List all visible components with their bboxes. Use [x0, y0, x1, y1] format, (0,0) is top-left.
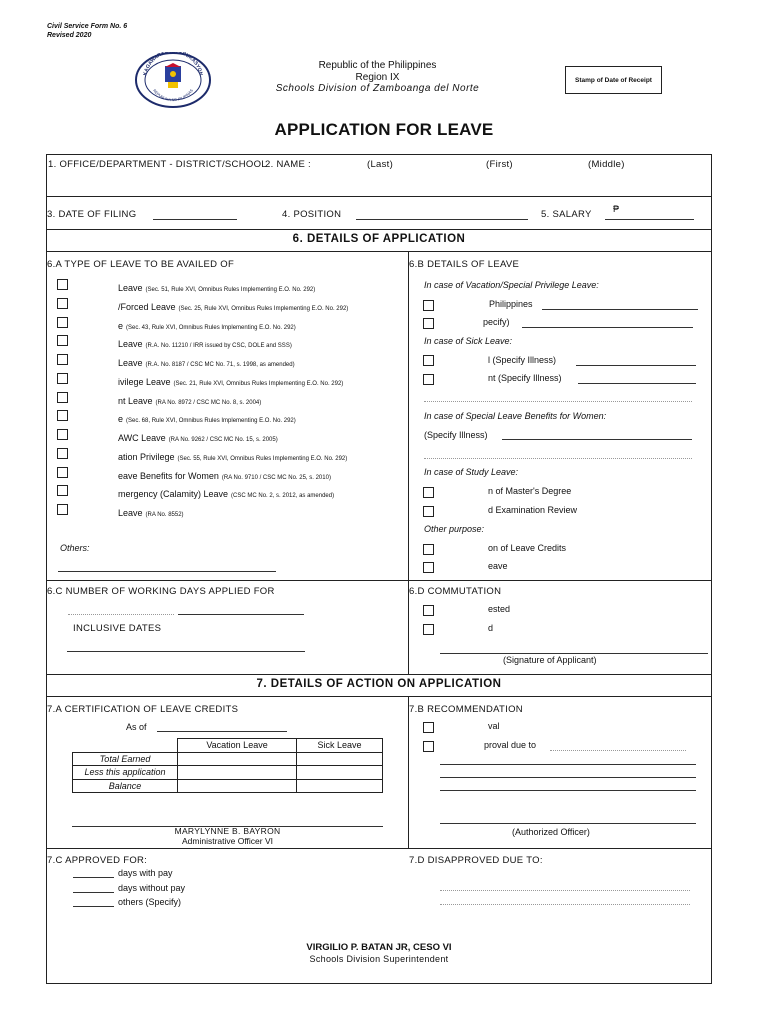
leave-type-item — [118, 428, 278, 446]
date-of-filing-label: 3. DATE OF FILING — [47, 209, 137, 220]
vacation-within-checkbox[interactable] — [423, 300, 434, 311]
table-row — [73, 766, 383, 780]
leave-type-item — [118, 353, 295, 371]
recommendation-line[interactable] — [440, 790, 696, 791]
recommend-disapproval-label: proval due to — [484, 740, 537, 750]
others-specify-field[interactable] — [73, 906, 114, 907]
less-application-label: Less this application — [73, 766, 178, 780]
leave-type-name: eave Benefits for Women — [118, 471, 219, 481]
leave-type-checkbox[interactable] — [57, 335, 68, 346]
superintendent-title: Schools Division Superintendent — [309, 954, 449, 964]
total-earned-label: Total Earned — [73, 752, 178, 766]
section-6d-title: 6.D COMMUTATION — [409, 586, 502, 597]
leave-type-reference: (Sec. 43, Rule XVI, Omnibus Rules Implementing E.O. No. 292) — [126, 325, 296, 331]
sick-outpatient-label: nt (Specify Illness) — [488, 373, 562, 383]
commutation-not-requested-label: d — [488, 623, 494, 633]
name-label: 2. NAME : — [265, 159, 311, 170]
leave-type-reference: (RA No. 8552) — [145, 512, 184, 518]
authorized-officer-label: (Authorized Officer) — [512, 827, 590, 837]
women-heading: In case of Special Leave Benefits for Women: — [424, 411, 607, 421]
vacation-within-field[interactable] — [542, 309, 698, 310]
study-heading: In case of Study Leave: — [424, 467, 519, 477]
days-with-pay-label: days with pay — [118, 868, 173, 878]
disapproved-reason-line[interactable] — [440, 890, 690, 891]
leave-credits-table — [72, 738, 383, 793]
table-cell[interactable] — [297, 752, 383, 766]
leave-type-reference: (Sec. 25, Rule XVI, Omnibus Rules Implementing E.O. No. 292) — [178, 306, 349, 312]
table-cell[interactable] — [297, 766, 383, 780]
study-masters-label: n of Master's Degree — [488, 486, 572, 496]
leave-type-checkbox[interactable] — [57, 429, 68, 440]
leave-type-name: Leave — [118, 339, 143, 349]
women-illness-label: (Specify Illness) — [424, 430, 488, 440]
study-bar-review-checkbox[interactable] — [423, 506, 434, 517]
divider — [46, 696, 712, 697]
republic-text: Republic of the Philippines — [318, 60, 437, 71]
leave-type-checkbox[interactable] — [57, 485, 68, 496]
terminal-leave-checkbox[interactable] — [423, 562, 434, 573]
others-specify-label: others (Specify) — [118, 897, 182, 907]
leave-type-reference: (RA No. 9262 / CSC MC No. 15, s. 2005) — [168, 437, 278, 443]
disapproved-reason-line[interactable] — [440, 904, 690, 905]
position-label: 4. POSITION — [282, 209, 342, 220]
monetization-label: on of Leave Credits — [488, 543, 567, 553]
leave-type-name: ation Privilege — [118, 452, 175, 462]
stamp-box — [565, 66, 662, 94]
section-6-title: 6. DETAILS OF APPLICATION — [292, 233, 466, 245]
leave-type-reference: (Sec. 51, Rule XVI, Omnibus Rules Implementing E.O. No. 292) — [145, 287, 316, 293]
divider — [46, 229, 712, 230]
section-7-title: 7. DETAILS OF ACTION ON APPLICATION — [256, 678, 502, 690]
leave-type-item — [118, 484, 334, 502]
sick-leave-header: Sick Leave — [297, 739, 383, 753]
leave-type-item — [118, 447, 347, 465]
sick-hospital-checkbox[interactable] — [423, 355, 434, 366]
working-days-dotted — [68, 614, 174, 615]
date-of-filing-field[interactable] — [153, 219, 237, 220]
days-without-pay-label: days without pay — [118, 883, 186, 893]
seal-top-text: KAGAWARAN NG EDUKASYON — [142, 52, 204, 77]
leave-type-checkbox[interactable] — [57, 392, 68, 403]
stamp-label: Stamp of Date of Receipt — [575, 76, 652, 84]
leave-type-item — [118, 372, 343, 390]
leave-type-checkbox[interactable] — [57, 317, 68, 328]
vacation-abroad-field[interactable] — [522, 327, 693, 328]
leave-type-item — [118, 316, 296, 334]
table-row — [73, 779, 383, 793]
divider — [408, 696, 409, 848]
leave-type-checkbox[interactable] — [57, 354, 68, 365]
table-cell[interactable] — [178, 779, 297, 793]
leave-type-name: Leave — [118, 358, 143, 368]
page-title: APPLICATION FOR LEAVE — [274, 120, 494, 139]
applicant-signature-field[interactable] — [440, 653, 708, 654]
leave-type-name: Leave — [118, 283, 143, 293]
sick-hospital-label: l (Specify Illness) — [488, 355, 557, 365]
other-purpose-heading: Other purpose: — [424, 524, 485, 534]
vacation-leave-header: Vacation Leave — [178, 739, 297, 753]
leave-type-name: e — [118, 321, 124, 331]
divider — [46, 580, 712, 581]
leave-type-checkbox[interactable] — [57, 298, 68, 309]
leave-type-checkbox[interactable] — [57, 467, 68, 478]
section-7b-title: 7.B RECOMMENDATION — [409, 704, 523, 715]
seal-bottom-text: REPUBLIKA NG PILIPINAS — [152, 88, 194, 103]
terminal-leave-label: eave — [488, 561, 508, 571]
leave-type-reference: (CSC MC No. 2, s. 2012, as amended) — [231, 493, 335, 499]
others-label: Others: — [60, 543, 90, 553]
leave-type-reference: (Sec. 55, Rule XVI, Omnibus Rules Implementing E.O. No. 292) — [177, 456, 348, 462]
peso-sign: ₱ — [613, 204, 620, 214]
leave-type-reference: (RA No. 9710 / CSC MC No. 25, s. 2010) — [221, 475, 331, 481]
inclusive-dates-label: INCLUSIVE DATES — [73, 623, 162, 634]
section-7d-title: 7.D DISAPPROVED DUE TO: — [409, 855, 543, 866]
leave-type-name: nt Leave — [118, 396, 153, 406]
recommend-approval-label: val — [488, 721, 500, 731]
women-extra-line — [424, 458, 692, 459]
leave-type-reference: (R.A. No. 8187 / CSC MC No. 71, s. 1998, as amended) — [145, 362, 295, 368]
table-cell[interactable] — [178, 766, 297, 780]
commutation-requested-checkbox[interactable] — [423, 605, 434, 616]
vacation-abroad-label: pecify) — [483, 317, 510, 327]
leave-type-checkbox[interactable] — [57, 279, 68, 290]
table-cell[interactable] — [297, 779, 383, 793]
leave-type-item — [118, 466, 331, 484]
leave-type-reference: (Sec. 68, Rule XVI, Omnibus Rules Implementing E.O. No. 292) — [126, 418, 296, 424]
divider — [408, 251, 409, 674]
salary-label: 5. SALARY — [541, 209, 592, 220]
vacation-within-label: Philippines — [489, 299, 533, 309]
days-with-pay-field[interactable] — [73, 877, 114, 878]
days-without-pay-field[interactable] — [73, 892, 114, 893]
leave-type-checkbox[interactable] — [57, 373, 68, 384]
superintendent-name: VIRGILIO P. BATAN JR, CESO VI — [306, 942, 452, 953]
vacation-heading: In case of Vacation/Special Privilege Leave: — [424, 280, 599, 290]
section-6a-title: 6.A TYPE OF LEAVE TO BE AVAILED OF — [47, 259, 235, 270]
divider — [46, 674, 712, 675]
disapproval-reason-dotted — [550, 750, 686, 751]
leave-type-reference: (R.A. No. 11210 / IRR issued by CSC, DOLE and SSS) — [145, 343, 292, 349]
form-revision: Revised 2020 — [47, 32, 92, 39]
officer-name: MARYLYNNE B. BAYRON — [174, 826, 281, 836]
section-7a-title: 7.A CERTIFICATION OF LEAVE CREDITS — [47, 704, 239, 715]
last-name-label: (Last) — [367, 159, 394, 170]
women-illness-field[interactable] — [502, 439, 692, 440]
sick-extra-line — [424, 401, 692, 402]
inclusive-dates-field[interactable] — [67, 651, 305, 652]
divider — [46, 848, 712, 849]
leave-type-name: mergency (Calamity) Leave — [118, 489, 229, 499]
working-days-field[interactable] — [178, 614, 304, 615]
office-label: 1. OFFICE/DEPARTMENT - DISTRICT/SCHOOL — [48, 159, 267, 170]
sick-heading: In case of Sick Leave: — [424, 336, 513, 346]
region-text: Region IX — [355, 72, 400, 83]
first-name-label: (First) — [486, 159, 513, 170]
leave-type-item — [118, 334, 292, 352]
others-field[interactable] — [58, 571, 276, 572]
recommend-approval-checkbox[interactable] — [423, 722, 434, 733]
salary-field[interactable] — [605, 219, 694, 220]
leave-type-reference: (RA No. 8972 / CSC MC No. 8, s. 2004) — [155, 400, 262, 406]
table-header-row — [73, 739, 383, 753]
commutation-requested-label: ested — [488, 604, 511, 614]
deped-seal-icon — [134, 52, 212, 108]
recommendation-line[interactable] — [440, 777, 696, 778]
divider — [46, 251, 712, 252]
study-bar-review-label: d Examination Review — [488, 505, 578, 515]
leave-type-name: Leave — [118, 508, 143, 518]
leave-type-checkbox[interactable] — [57, 448, 68, 459]
division-text: Schools Division of Zamboanga del Norte — [275, 83, 480, 94]
officer-title: Administrative Officer VI — [181, 836, 273, 846]
table-cell[interactable] — [178, 752, 297, 766]
study-masters-checkbox[interactable] — [423, 487, 434, 498]
section-6c-title: 6.C NUMBER OF WORKING DAYS APPLIED FOR — [47, 586, 275, 597]
applicant-signature-label: (Signature of Applicant) — [503, 655, 597, 665]
divider — [46, 196, 712, 197]
recommend-disapproval-checkbox[interactable] — [423, 741, 434, 752]
authorized-signature-line[interactable] — [440, 823, 696, 824]
leave-type-name: e — [118, 414, 124, 424]
monetization-checkbox[interactable] — [423, 544, 434, 555]
leave-type-reference: (Sec. 21, Rule XVI, Omnibus Rules Implementing E.O. No. 292) — [173, 381, 344, 387]
form-number: Civil Service Form No. 6 — [47, 23, 128, 30]
section-6b-title: 6.B DETAILS OF LEAVE — [409, 259, 520, 270]
leave-type-name: AWC Leave — [118, 433, 166, 443]
leave-type-checkbox[interactable] — [57, 410, 68, 421]
position-field[interactable] — [356, 219, 528, 220]
section-7c-title: 7.C APPROVED FOR: — [47, 855, 148, 866]
as-of-label: As of — [126, 722, 147, 732]
commutation-not-requested-checkbox[interactable] — [423, 624, 434, 635]
sick-hospital-field[interactable] — [576, 365, 696, 366]
sick-outpatient-checkbox[interactable] — [423, 374, 434, 385]
leave-type-name: /Forced Leave — [118, 302, 176, 312]
leave-type-item — [118, 503, 184, 521]
recommendation-line[interactable] — [440, 764, 696, 765]
leave-type-checkbox[interactable] — [57, 504, 68, 515]
vacation-abroad-checkbox[interactable] — [423, 318, 434, 329]
leave-type-item — [118, 409, 296, 427]
balance-label: Balance — [73, 779, 178, 793]
leave-type-item — [118, 297, 348, 315]
as-of-field[interactable] — [157, 731, 287, 732]
sick-outpatient-field[interactable] — [578, 383, 696, 384]
leave-type-item — [118, 391, 261, 409]
table-row — [73, 752, 383, 766]
leave-type-item — [118, 278, 315, 296]
leave-type-name: ivilege Leave — [118, 377, 171, 387]
middle-name-label: (Middle) — [588, 159, 625, 170]
